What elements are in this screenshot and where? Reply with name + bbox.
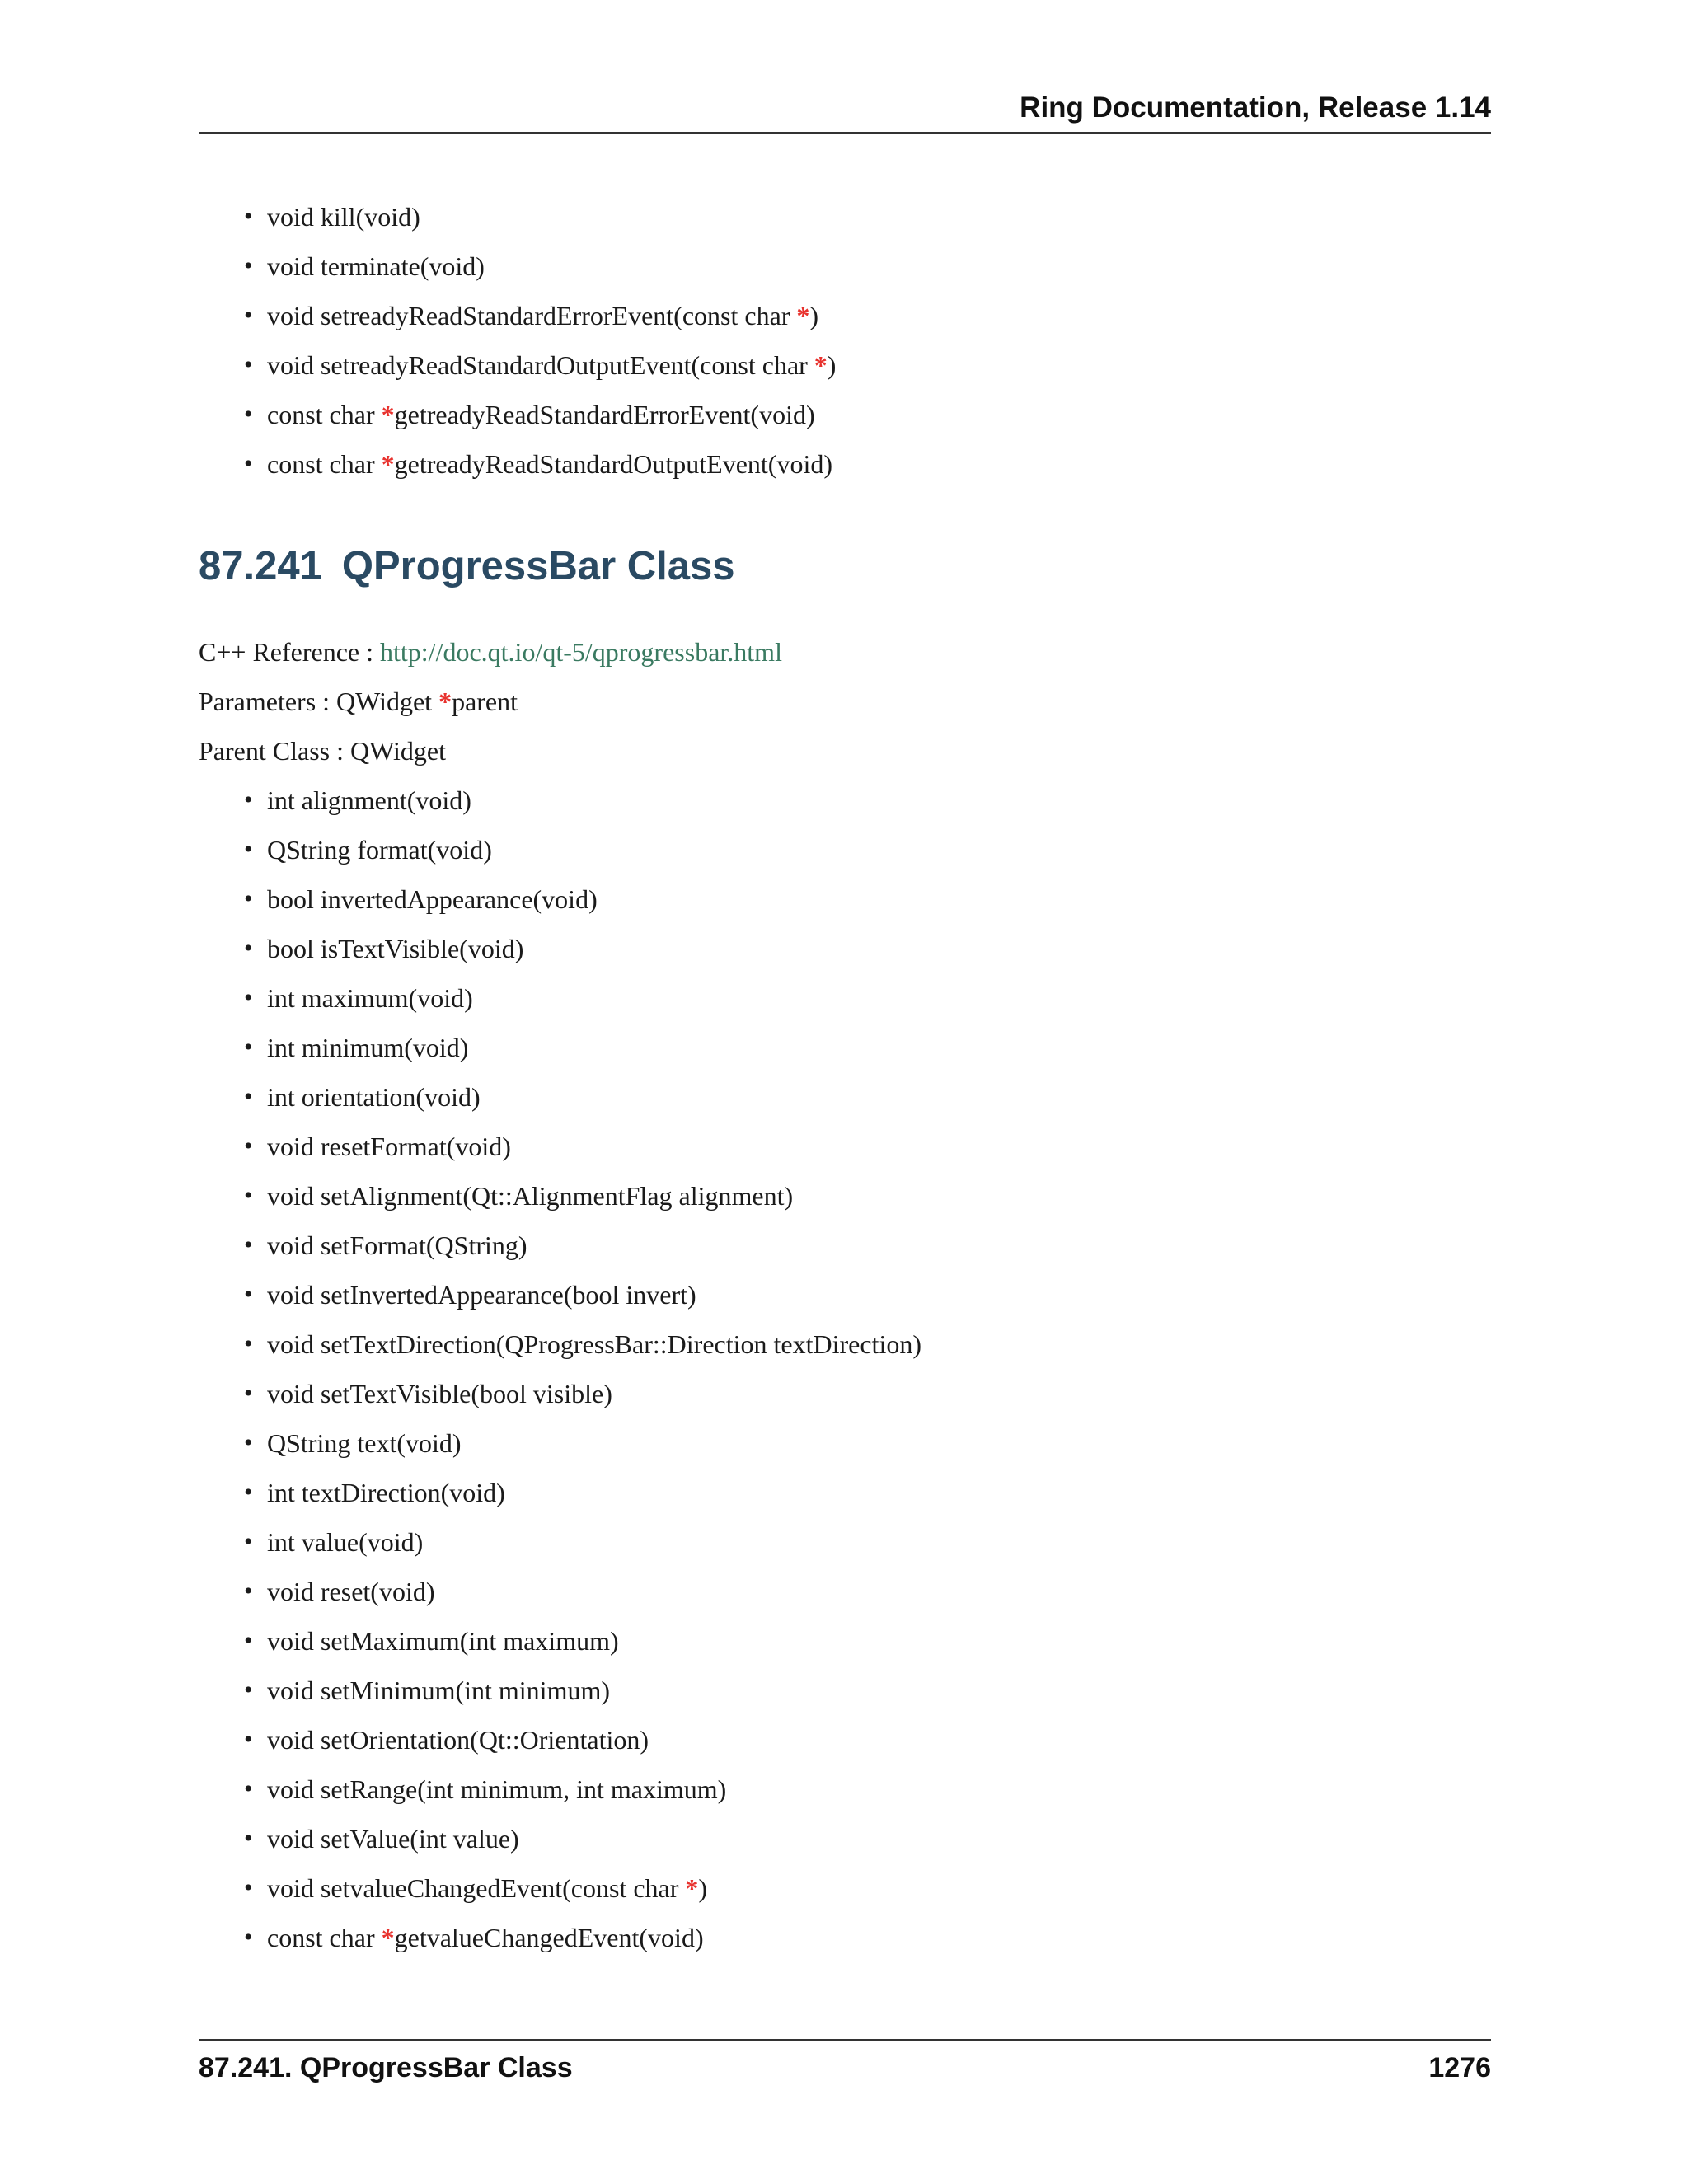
- method-item: [199, 291, 1491, 340]
- method-item: [199, 1072, 1491, 1122]
- parent-class-line: Parent Class : QWidget: [199, 736, 446, 766]
- method-text: void setTextDirection(QProgressBar::Direction textDirection): [267, 1329, 921, 1359]
- footer-section: 87.241. QProgressBar Class: [199, 2052, 573, 2083]
- parameters-label: Parameters : QWidget: [199, 687, 439, 716]
- method-item: [199, 439, 1491, 489]
- method-text: int orientation(void): [267, 1082, 481, 1112]
- method-item: [199, 1666, 1491, 1715]
- method-text: void resetFormat(void): [267, 1132, 511, 1161]
- method-item: [199, 825, 1491, 874]
- method-text: void kill(void): [267, 202, 420, 232]
- method-text: int minimum(void): [267, 1033, 469, 1062]
- pointer-asterisk: *: [814, 350, 828, 380]
- method-item: [199, 1814, 1491, 1863]
- method-item: [199, 1369, 1491, 1418]
- page-header: [199, 91, 1491, 134]
- page-footer: [199, 2039, 1491, 2083]
- method-text: int value(void): [267, 1527, 424, 1557]
- document-page: [199, 0, 1491, 2184]
- method-text-tail: getreadyReadStandardOutputEvent(void): [394, 449, 832, 479]
- method-item: [199, 1913, 1491, 1962]
- section-heading: [199, 537, 735, 595]
- method-item: [199, 1221, 1491, 1270]
- method-list-continued: [199, 192, 1491, 489]
- method-list: [199, 776, 1491, 1962]
- method-text: const char: [267, 1923, 382, 1952]
- method-text-tail: getvalueChangedEvent(void): [394, 1923, 704, 1952]
- method-text: void setAlignment(Qt::AlignmentFlag alignment): [267, 1181, 794, 1211]
- method-text: int maximum(void): [267, 983, 473, 1013]
- method-text-tail: ): [809, 301, 819, 330]
- section-number: 87.241: [199, 544, 322, 588]
- method-text: int alignment(void): [267, 785, 471, 815]
- method-text: void setOrientation(Qt::Orientation): [267, 1725, 649, 1755]
- method-text: void setTextVisible(bool visible): [267, 1379, 612, 1408]
- method-text: void setInvertedAppearance(bool invert): [267, 1280, 696, 1310]
- method-item: [199, 1517, 1491, 1567]
- method-text: bool isTextVisible(void): [267, 934, 524, 963]
- parameters-value: parent: [452, 687, 518, 716]
- method-text: void setRange(int minimum, int maximum): [267, 1774, 727, 1804]
- method-text: void terminate(void): [267, 251, 485, 281]
- method-text: void setMinimum(int minimum): [267, 1675, 610, 1705]
- method-item: [199, 776, 1491, 825]
- method-item: [199, 340, 1491, 390]
- pointer-asterisk: *: [438, 687, 452, 716]
- method-item: [199, 1023, 1491, 1072]
- method-text: int textDirection(void): [267, 1478, 505, 1507]
- method-item: [199, 973, 1491, 1023]
- method-item: [199, 1122, 1491, 1171]
- method-text-tail: ): [827, 350, 837, 380]
- method-text-tail: ): [698, 1873, 708, 1903]
- pointer-asterisk: *: [796, 301, 810, 330]
- header-title: Ring Documentation, Release 1.14: [1020, 91, 1491, 124]
- method-item: [199, 192, 1491, 241]
- pointer-asterisk: *: [685, 1873, 699, 1903]
- method-text-tail: getreadyReadStandardErrorEvent(void): [394, 400, 815, 429]
- method-item: [199, 1765, 1491, 1814]
- method-item: [199, 390, 1491, 439]
- method-text: QString text(void): [267, 1428, 462, 1458]
- method-text: void setreadyReadStandardErrorEvent(const char: [267, 301, 797, 330]
- pointer-asterisk: *: [381, 400, 395, 429]
- method-text: void setvalueChangedEvent(const char: [267, 1873, 686, 1903]
- section-title: QProgressBar Class: [341, 544, 735, 588]
- method-item: [199, 1863, 1491, 1913]
- method-text: void setMaximum(int maximum): [267, 1626, 619, 1656]
- reference-link[interactable]: http://doc.qt.io/qt-5/qprogressbar.html: [380, 637, 782, 667]
- reference-label: C++ Reference :: [199, 637, 380, 667]
- method-item: [199, 1567, 1491, 1616]
- method-text: void setFormat(QString): [267, 1230, 528, 1260]
- method-text: bool invertedAppearance(void): [267, 884, 598, 914]
- method-item: [199, 1270, 1491, 1319]
- method-item: [199, 1418, 1491, 1468]
- pointer-asterisk: *: [381, 449, 395, 479]
- cpp-reference-line: [199, 627, 782, 677]
- method-item: [199, 874, 1491, 924]
- parameters-line: [199, 677, 518, 726]
- method-text: void setreadyReadStandardOutputEvent(const char: [267, 350, 814, 380]
- page-number: 1276: [1428, 2052, 1491, 2083]
- method-item: [199, 241, 1491, 291]
- method-text: const char: [267, 449, 382, 479]
- method-item: [199, 1715, 1491, 1765]
- pointer-asterisk: *: [381, 1923, 395, 1952]
- method-text: const char: [267, 400, 382, 429]
- method-item: [199, 1616, 1491, 1666]
- method-item: [199, 1319, 1491, 1369]
- method-text: QString format(void): [267, 835, 492, 865]
- method-item: [199, 1171, 1491, 1221]
- method-item: [199, 924, 1491, 973]
- method-text: void reset(void): [267, 1577, 435, 1606]
- method-item: [199, 1468, 1491, 1517]
- method-text: void setValue(int value): [267, 1824, 519, 1854]
